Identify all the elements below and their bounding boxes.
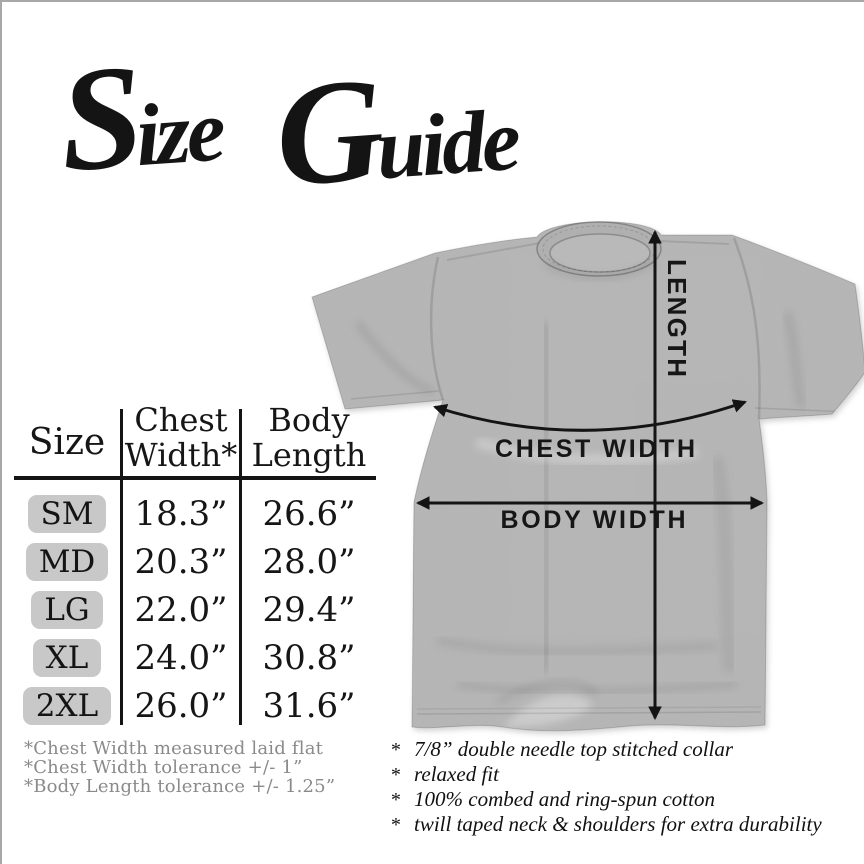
footnote: *Body Length tolerance +/- 1.25” (24, 776, 336, 797)
column-header-size: Size (28, 422, 106, 463)
table-row (14, 634, 376, 682)
body-length-value: 31.6” (262, 686, 356, 726)
title-word-guide: Guide (270, 47, 520, 219)
feature-text: 7/8” double needle top stitched collar (414, 737, 734, 761)
collar (537, 222, 661, 278)
chest-width-value: 22.0” (134, 590, 228, 630)
column-header-chest-width: Chest Width* (124, 401, 238, 474)
column-header-body-length: Body Length (251, 401, 367, 474)
feature-text: relaxed fit (414, 762, 499, 786)
chest-width-value: 20.3” (134, 542, 228, 582)
tshirt-diagram (297, 202, 864, 752)
body-length-value: 28.0” (262, 542, 356, 582)
table-header-rule (14, 476, 376, 480)
size-table (14, 402, 376, 732)
length-label: LENGTH (662, 259, 692, 377)
list-item (390, 812, 860, 837)
tshirt-shape (297, 202, 864, 752)
chest-width-value: 26.0” (134, 686, 228, 726)
product-features (390, 737, 860, 837)
list-item (390, 787, 860, 812)
footnote: *Chest Width measured laid flat (24, 738, 324, 759)
table-row (14, 682, 376, 730)
body-length-value: 29.4” (262, 590, 356, 630)
table-row (14, 490, 376, 538)
table-row (14, 538, 376, 586)
chest-width-value: 24.0” (134, 638, 228, 678)
chest-width-label: CHEST WIDTH (495, 435, 695, 463)
body-length-value: 26.6” (262, 494, 356, 534)
size-badge: MD (26, 543, 109, 581)
bullet-asterisk: * (390, 739, 400, 761)
size-badge: SM (28, 495, 107, 533)
size-badge: LG (31, 591, 102, 629)
feature-text: 100% combed and ring-spun cotton (414, 787, 715, 811)
measurement-footnotes (24, 739, 335, 796)
tshirt-illustration (297, 202, 864, 752)
title-word-size: Size (54, 34, 225, 204)
feature-text: twill taped neck & shoulders for extra durability (414, 812, 822, 836)
body-length-value: 30.8” (262, 638, 356, 678)
size-badge: 2XL (23, 687, 111, 725)
list-item (390, 762, 860, 787)
table-row (14, 586, 376, 634)
footnote: *Chest Width tolerance +/- 1” (24, 757, 303, 778)
bullet-asterisk: * (390, 764, 400, 786)
list-item (390, 737, 860, 762)
bullet-asterisk: * (390, 814, 400, 836)
body-width-label: BODY WIDTH (500, 506, 686, 534)
chest-width-value: 18.3” (134, 494, 228, 534)
bullet-asterisk: * (390, 789, 400, 811)
size-badge: XL (33, 639, 102, 677)
